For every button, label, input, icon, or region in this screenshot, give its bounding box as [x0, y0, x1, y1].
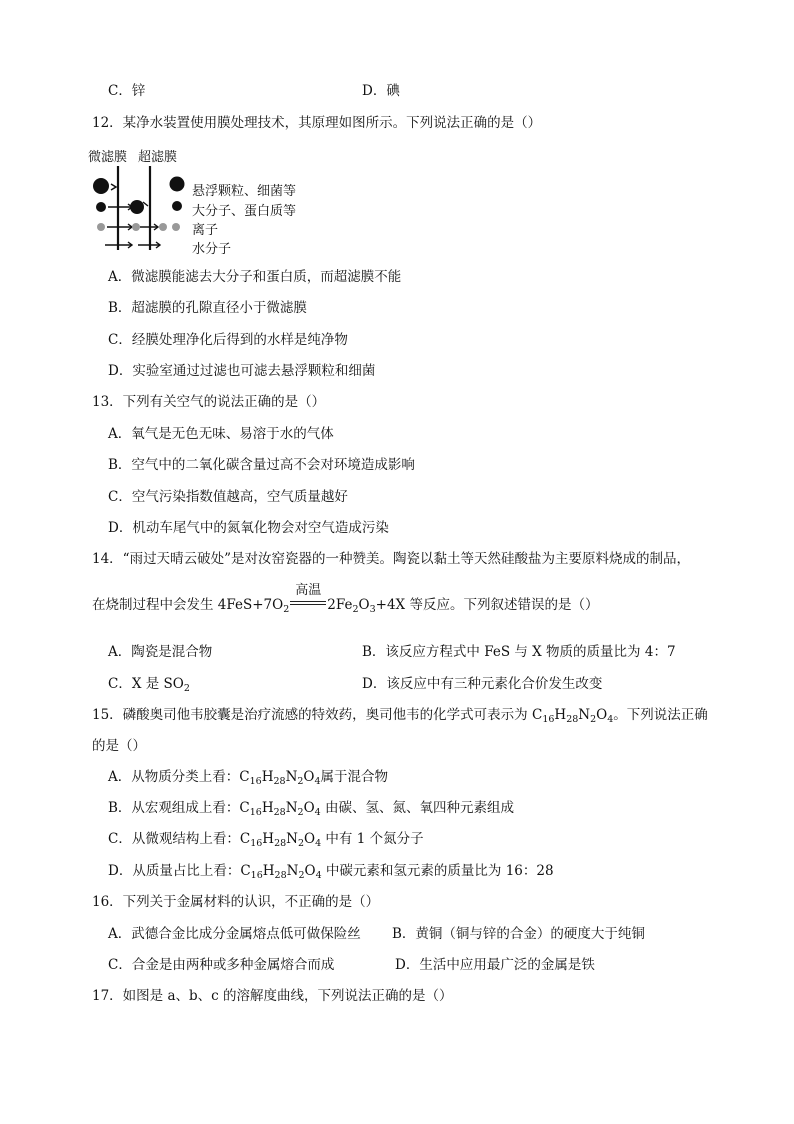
reaction-condition: 高温: [289, 596, 327, 614]
q12-option-b: B．超滤膜的孔隙直径小于微滤膜: [108, 300, 307, 316]
q15-stem-line2: 的是（）: [92, 738, 146, 754]
q14-option-a: A．陶瓷是混合物: [108, 644, 213, 660]
q15-option-b: B．从宏观组成上看：$C_{16}H_{28}N_2O_4$ 由碳、氢、氮、氧四种元素组成: [108, 800, 515, 818]
legend-water: 水分子: [192, 242, 232, 257]
q13-option-c: C．空气污染指数值越高，空气质量越好: [108, 489, 348, 505]
legend-suspended: 悬浮颗粒、细菌等: [192, 184, 297, 199]
q14-option-c: C．X 是 $SO_2$: [108, 676, 190, 694]
q12-option-a: A．微滤膜能滤去大分子和蛋白质，而超滤膜不能: [108, 269, 402, 285]
micro-membrane-label: 微滤膜: [88, 150, 128, 165]
q16-option-b: B．黄铜（铜与锌的合金）的硬度大于纯铜: [392, 926, 645, 942]
legend-markers: [168, 172, 188, 242]
q12-option-c: C．经膜处理净化后得到的水样是纯净物: [108, 332, 348, 348]
q11-option-c: C．锌: [108, 83, 146, 99]
ultra-membrane-label: 超滤膜: [138, 150, 178, 165]
q16-option-d: D．生活中应用最广泛的金属是铁: [395, 957, 595, 973]
q12-stem: 12．某净水装置使用膜处理技术，其原理如图所示。下列说法正确的是（）: [92, 115, 542, 131]
q13-stem: 13．下列有关空气的说法正确的是（）: [92, 394, 326, 410]
q15-option-c: C．从微观结构上看：$C_{16}H_{28}N_2O_4$ 中有 1 个氮分子: [108, 831, 424, 849]
legend-macromolecule: 大分子、蛋白质等: [192, 204, 297, 219]
q13-option-d: D．机动车尾气中的氮氧化物会对空气造成污染: [108, 520, 389, 536]
q13-option-b: B．空气中的二氧化碳含量过高不会对环境造成影响: [108, 457, 415, 473]
q14-stem-line2: 在烧制过程中会发生 $4FeS+7O_2$ 高温 $2Fe_2O_3+4X$ 等反应。下列叙述错误的是（）: [92, 583, 599, 615]
q15-option-a: A．从物质分类上看：$C_{16}H_{28}N_2O_4$属于混合物: [108, 769, 389, 787]
q14-option-b: B．该反应方程式中 FeS 与 X 物质的质量比为 4：7: [362, 644, 676, 660]
legend-ion: 离子: [192, 223, 219, 238]
q16-stem: 16．下列关于金属材料的认识，不正确的是（）: [92, 894, 380, 910]
q17-stem: 17．如图是 a、b、c 的溶解度曲线，下列说法正确的是（）: [92, 988, 453, 1004]
q14-stem-line1: 14．“雨过天晴云破处”是对汝窑瓷器的一种赞美。陶瓷以黏土等天然硅酸盐为主要原料烧成的制品，: [92, 551, 690, 567]
q11-option-d: D．碘: [362, 83, 400, 99]
q12-option-d: D．实验室通过过滤也可滤去悬浮颗粒和细菌: [108, 363, 376, 379]
q13-option-a: A．氧气是无色无味、易溶于水的气体: [108, 426, 334, 442]
q15-option-d: D．从质量占比上看：$C_{16}H_{28}N_2O_4$ 中碳元素和氢元素的质量比为 16：28: [108, 863, 554, 881]
q16-option-c: C．合金是由两种或多种金属熔合而成: [108, 957, 335, 973]
q14-option-d: D．该反应中有三种元素化合价发生改变: [362, 676, 603, 692]
q15-stem-line1: 15．磷酸奥司他韦胶囊是治疗流感的特效药，奥司他韦的化学式可表示为 $C_{16}H_{28}N_2O_4$。下列说法正确: [92, 707, 708, 725]
q16-option-a: A．武德合金比成分金属熔点低可做保险丝: [108, 926, 361, 942]
